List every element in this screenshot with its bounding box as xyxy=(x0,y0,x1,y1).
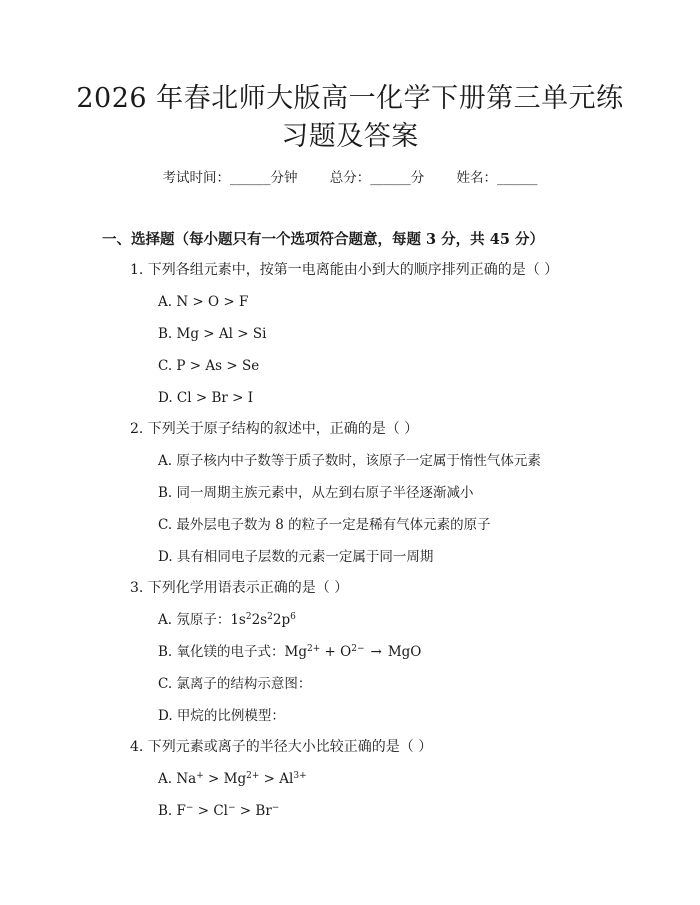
reaction-arrow-icon: → xyxy=(370,644,382,660)
question-4-option-b xyxy=(158,801,279,821)
q4b-sup-1: − xyxy=(185,803,194,813)
page-title-line-1: 2026 年春北师大版高一化学下册第三单元练 xyxy=(76,83,624,114)
q4a-sup-1: + xyxy=(196,771,204,781)
section-title-choice: 一、选择题（每小题只有一个选项符合题意，每题 3 分，共 45 分） xyxy=(102,231,544,248)
question-2-stem: 2. 下列关于原子结构的叙述中，正确的是（ ） xyxy=(130,421,419,437)
question-1-option-a: A. N > O > F xyxy=(158,294,249,310)
q3a-sup-2: 2 xyxy=(267,612,273,622)
q3a-sup-1: 2 xyxy=(245,612,252,622)
question-3-option-b xyxy=(158,642,421,662)
question-3-option-c: C. 氯离子的结构示意图： xyxy=(158,676,312,692)
question-2-option-b: B. 同一周期主族元素中，从左到右原子半径逐渐减小 xyxy=(158,485,474,501)
q4a-sup-3: 3+ xyxy=(293,771,307,781)
q3b-sup-1: 2+ xyxy=(306,644,321,654)
question-3-stem: 3. 下列化学用语表示正确的是（ ） xyxy=(130,580,349,596)
q4a-mid-2: > Al xyxy=(259,771,294,787)
question-2-option-a: A. 原子核内中子数等于质子数时，该原子一定属于惰性气体元素 xyxy=(158,453,541,469)
question-2-option-c: C. 最外层电子数为 8 的粒子一定是稀有气体元素的原子 xyxy=(158,517,491,533)
q3a-mid-1: 2s xyxy=(251,612,268,628)
question-1-option-c: C. P > As > Se xyxy=(158,358,260,374)
question-3-option-d: D. 甲烷的比例模型： xyxy=(158,708,285,724)
question-3-option-a xyxy=(158,610,296,630)
q4a-mid-1: > Mg xyxy=(203,771,247,787)
question-1-stem: 1. 下列各组元素中，按第一电离能由小到大的顺序排列正确的是（ ） xyxy=(130,262,559,278)
question-4-stem: 4. 下列元素或离子的半径大小比较正确的是（ ） xyxy=(130,739,433,755)
question-1-option-d: D. Cl > Br > I xyxy=(158,390,254,406)
q3b-prefix: B. 氧化镁的电子式：Mg xyxy=(158,644,307,660)
q4b-sup-3: − xyxy=(271,803,280,813)
q4b-mid-2: > Br xyxy=(235,803,272,819)
q3a-prefix: A. 氖原子：1s xyxy=(158,612,246,628)
question-4-option-a xyxy=(158,769,307,789)
q3b-product: MgO xyxy=(387,644,422,660)
q3a-mid-2: 2p xyxy=(272,612,291,628)
q4b-sup-2: − xyxy=(227,803,236,813)
student-name: 姓名：______ xyxy=(456,170,538,186)
q3a-sup-3: 6 xyxy=(290,612,296,622)
q4b-mid-1: > Cl xyxy=(193,803,228,819)
exam-meta xyxy=(0,168,700,188)
exam-time: 考试时间：______分钟 xyxy=(162,170,298,186)
q4a-sup-2: 2+ xyxy=(246,771,260,781)
q4a-prefix: A. Na xyxy=(158,771,197,787)
page-title-line-2: 习题及答案 xyxy=(281,121,419,152)
question-1-option-b: B. Mg > Al > Si xyxy=(158,326,267,342)
question-2-option-d: D. 具有相同电子层数的元素一定属于同一周期 xyxy=(158,549,434,565)
q3b-sup-2: 2− xyxy=(351,644,365,654)
exam-total-score: 总分：______分 xyxy=(329,170,425,186)
q3b-plus: + O xyxy=(320,644,352,660)
q4b-prefix: B. F xyxy=(158,803,186,819)
